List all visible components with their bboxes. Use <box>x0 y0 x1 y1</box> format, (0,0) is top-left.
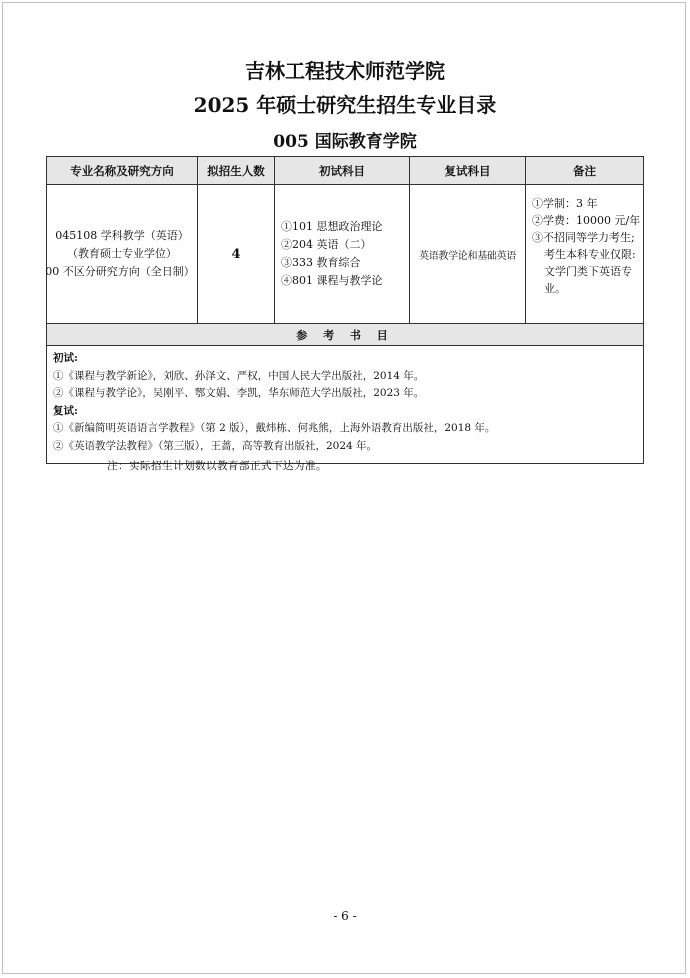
table-row <box>47 185 644 324</box>
note-item: ③不招同等学力考生; <box>532 231 635 244</box>
note-item: ①学制：3 年 <box>532 197 598 210</box>
major-degree-line: （教育硕士专业学位） <box>67 247 177 260</box>
references-header-row <box>47 324 644 346</box>
department-title: 005 国际教育学院 <box>273 132 417 152</box>
exam-subject-item: ①101 思想政治理论 <box>281 220 383 233</box>
references-cell <box>47 346 644 464</box>
table-header-row <box>47 157 644 185</box>
page-number: - 6 - <box>333 909 357 923</box>
retest-subject-cell: 英语教学论和基础英语 <box>410 185 526 324</box>
exam-subject-item: ③333 教育综合 <box>281 256 361 269</box>
footnote: 注：实际招生计划数以教育部正式下达为准。 <box>107 460 327 472</box>
note-item: 业。 <box>544 282 566 295</box>
col-header-retest: 复试科目 <box>410 157 526 185</box>
initial-exam-label: 初试: <box>53 352 78 364</box>
references-title: 参 考 书 目 <box>47 324 644 346</box>
major-direction-line: 00 不区分研究方向（全日制） <box>45 265 195 278</box>
catalog-title: 2025 年硕士研究生招生专业目录 <box>193 93 497 117</box>
notes-cell <box>526 185 644 324</box>
exam-subject-item: ②204 英语（二） <box>281 238 372 251</box>
major-cell <box>47 185 198 324</box>
col-header-major: 专业名称及研究方向 <box>47 157 198 185</box>
retest-exam-label: 复试: <box>53 404 78 417</box>
school-title: 吉林工程技术师范学院 <box>245 59 445 83</box>
col-header-enrollment: 拟招生人数 <box>198 157 275 185</box>
catalog-table <box>46 156 644 464</box>
col-header-exam: 初试科目 <box>275 157 410 185</box>
note-item: 考生本科专业仅限: <box>544 248 636 261</box>
note-item: ②学费：10000 元/年 <box>532 214 641 227</box>
reference-book: ①《课程与教学新论》，刘欣、孙泽文、严权，中国人民大学出版社，2014 年。 <box>53 369 425 382</box>
exam-subject-item: ④801 课程与教学论 <box>281 274 383 287</box>
references-row <box>47 346 644 464</box>
col-header-notes: 备注 <box>526 157 644 185</box>
exam-subjects-cell <box>275 185 410 324</box>
enrollment-cell: 4 <box>198 185 275 324</box>
reference-book: ②《英语教学法教程》（第三版），王蔷，高等教育出版社，2024 年。 <box>53 439 378 452</box>
reference-book: ②《课程与教学论》，吴刚平、鄂文娟、李凯，华东师范大学出版社，2023 年。 <box>53 387 425 399</box>
note-item: 文学门类下英语专 <box>544 265 632 278</box>
reference-book: ①《新编简明英语语言学教程》（第 2 版），戴炜栋、何兆熊，上海外语教育出版社，2018 年。 <box>53 422 496 434</box>
major-code-line: 045108 学科教学（英语） <box>55 229 189 242</box>
